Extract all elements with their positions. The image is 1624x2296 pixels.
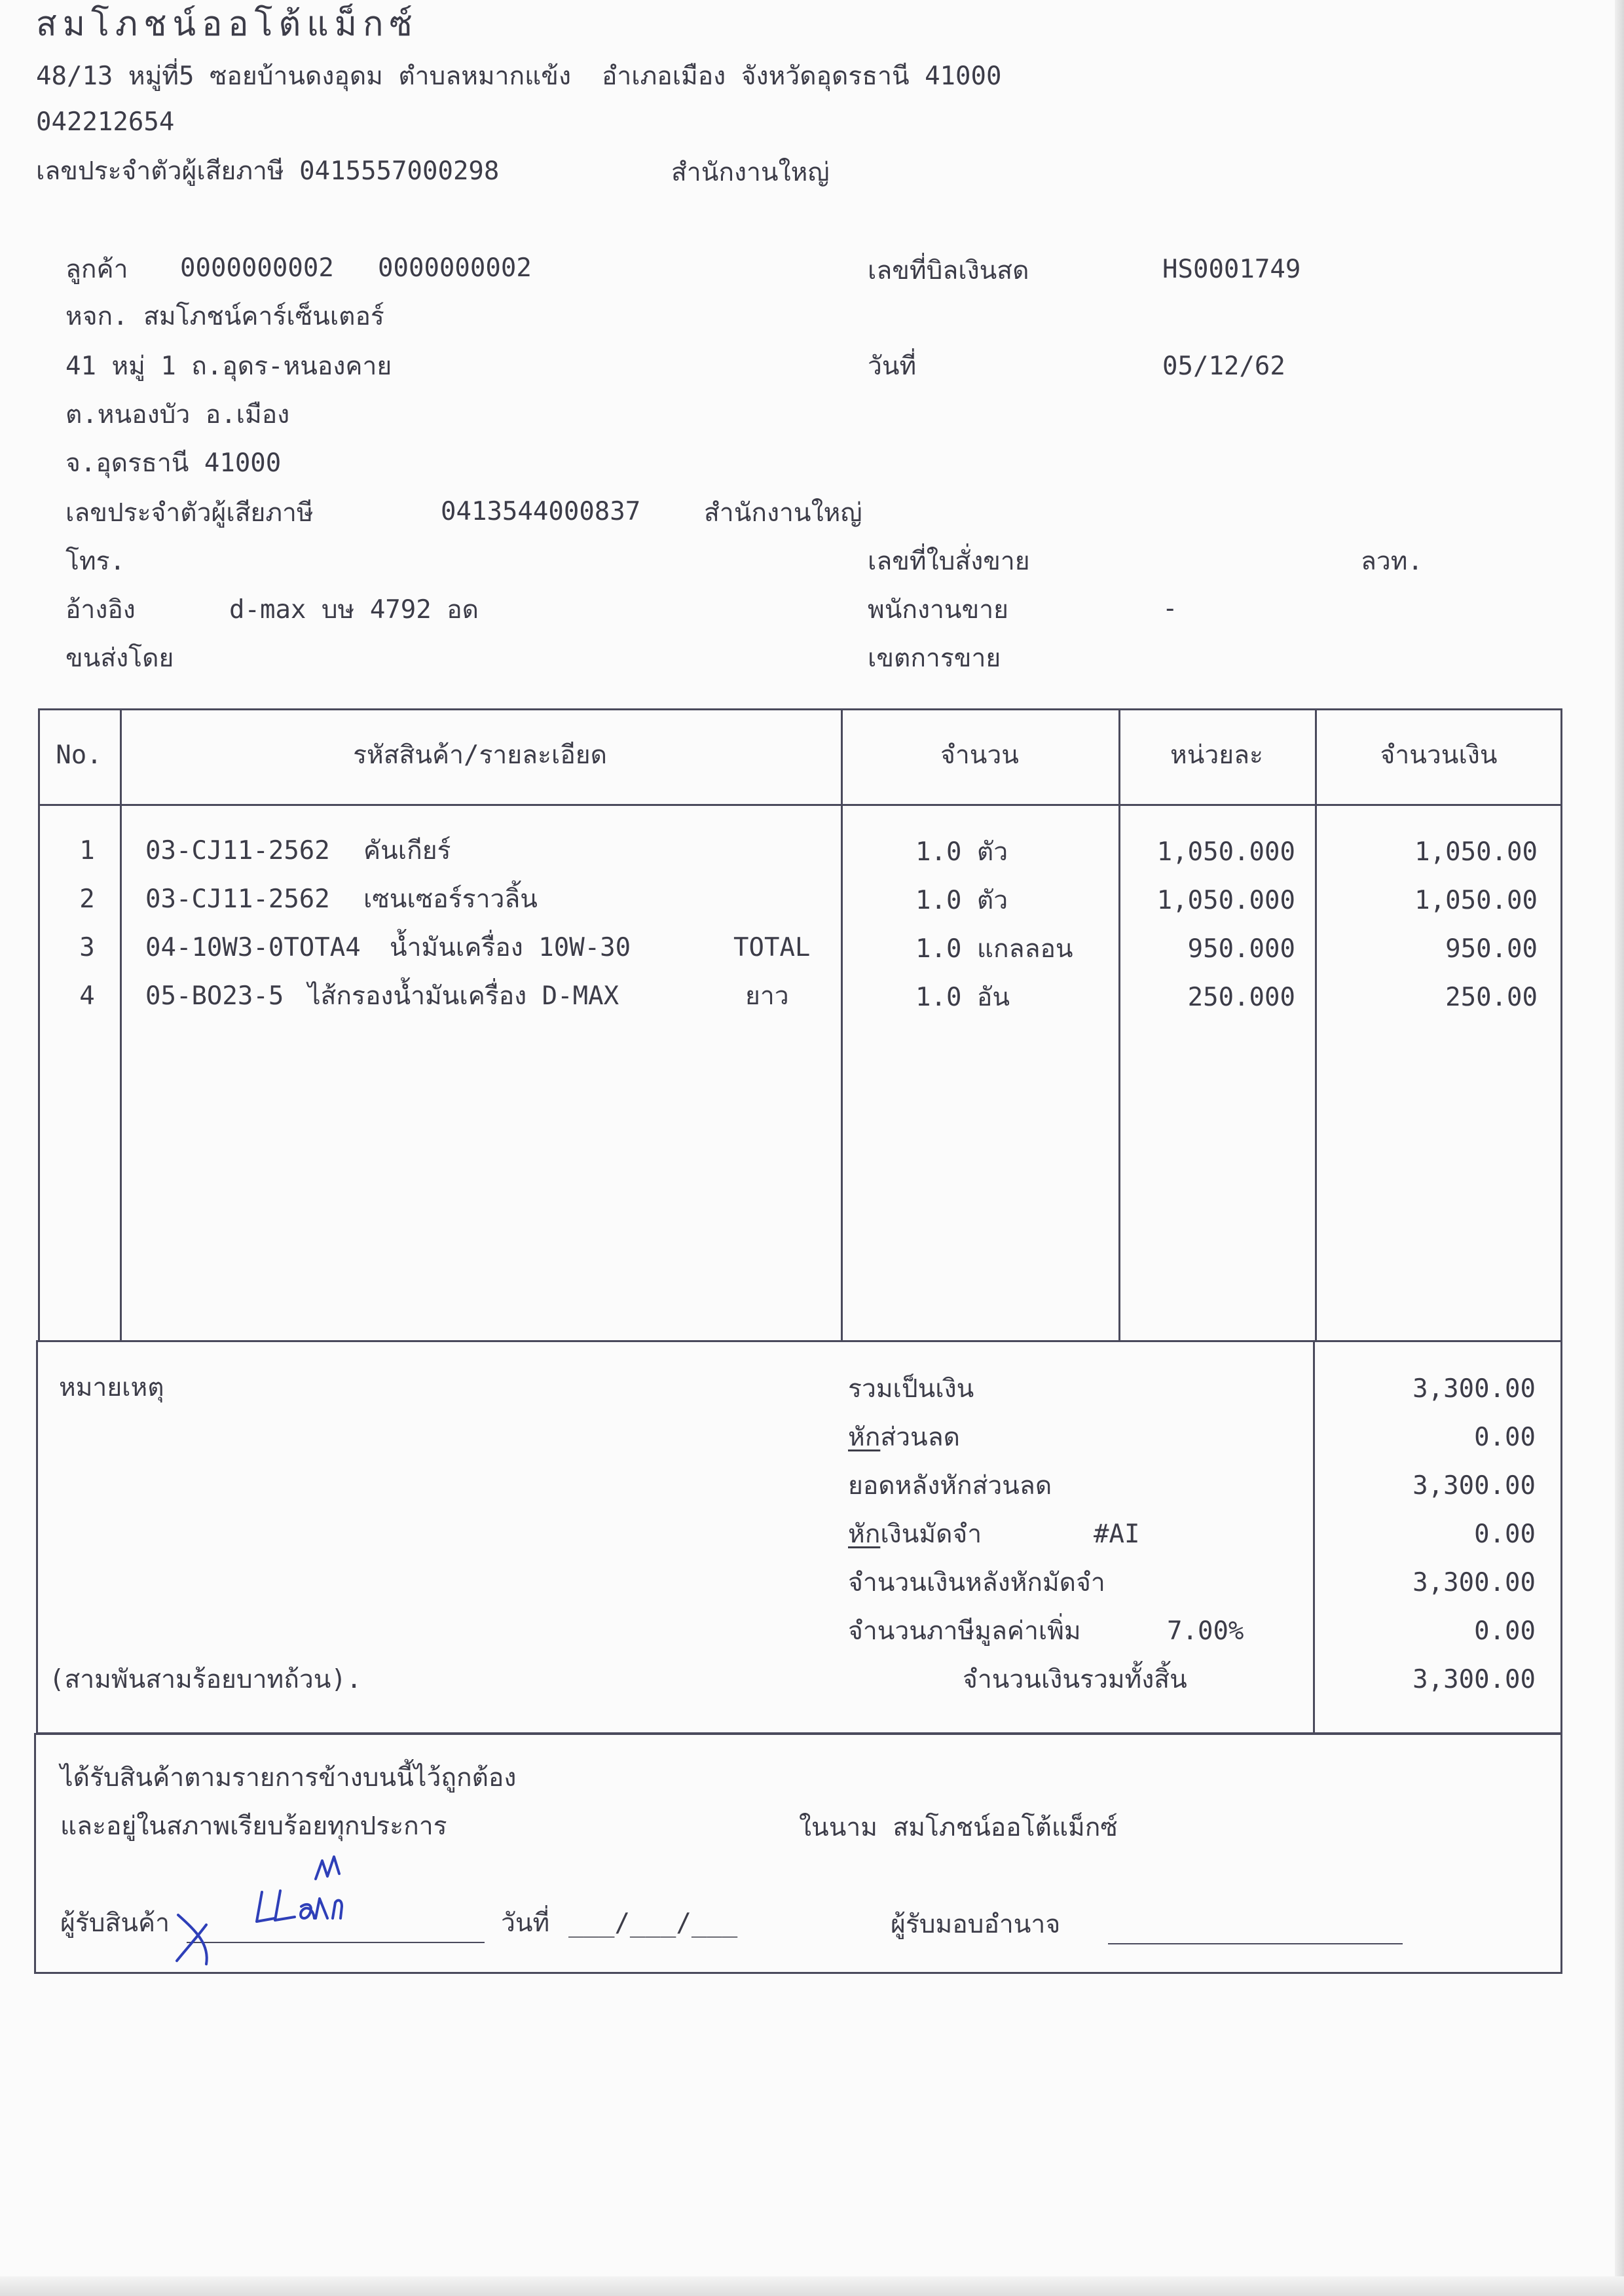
- row-3-description: น้ำมันเครื่อง 10W-30: [390, 933, 631, 962]
- salesperson-value: -: [1162, 594, 1178, 623]
- receive-date-blank: ___/___/___: [568, 1908, 738, 1938]
- grand-total-label: จำนวนเงินรวมทั้งสิ้น: [963, 1665, 1187, 1694]
- col-header-amount: จำนวนเงิน: [1380, 740, 1498, 770]
- deposit-code: #AI: [1094, 1520, 1140, 1549]
- row-4-description: ไส้กรองน้ำมันเครื่อง D-MAX: [308, 981, 619, 1011]
- row-4-amount: 250.00: [1445, 983, 1538, 1012]
- customer-label: ลูกค้า: [65, 255, 128, 284]
- company-name: สมโภชน์ออโต้แม็กซ์: [36, 5, 418, 44]
- discount-label: หักส่วนลด: [848, 1423, 960, 1452]
- after-discount-value: 3,300.00: [1412, 1471, 1536, 1501]
- col-header-unit-price: หน่วยละ: [1170, 740, 1263, 770]
- company-tax-id: เลขประจำตัวผู้เสียภาษี 0415557000298: [36, 156, 500, 186]
- sales-order-extra: ลวท.: [1361, 547, 1423, 576]
- received-statement-2: และอยู่ในสภาพเรียบร้อยทุกประการ: [60, 1812, 447, 1841]
- row-2-description: เซนเซอร์ราวลิ้น: [363, 884, 538, 914]
- row-1-code: 03-CJ11-2562: [145, 836, 330, 866]
- row-1-no: 1: [79, 836, 95, 866]
- customer-code-2: 0000000002: [378, 253, 532, 283]
- customer-name: หจก. สมโภชน์คาร์เซ็นเตอร์: [65, 302, 384, 331]
- scan-edge-shadow: [1615, 0, 1624, 2296]
- salesperson-label: พนักงานขาย: [868, 595, 1008, 625]
- after-deposit-label: จำนวนเงินหลังหักมัดจำ: [848, 1568, 1105, 1597]
- vat-label: จำนวนภาษีมูลค่าเพิ่ม: [848, 1616, 1081, 1646]
- row-1-quantity: 1.0 ตัว: [915, 837, 1008, 867]
- customer-address-2: ต.หนองบัว อ.เมือง: [65, 400, 290, 429]
- bill-number: HS0001749: [1162, 255, 1301, 284]
- grand-total-value: 3,300.00: [1412, 1665, 1536, 1694]
- customer-phone-label: โทร.: [65, 547, 126, 576]
- bill-number-label: เลขที่บิลเงินสด: [868, 256, 1029, 285]
- row-3-no: 3: [79, 933, 95, 962]
- deposit-label: หักเงินมัดจำ: [848, 1520, 982, 1549]
- amount-in-words: (สามพันสามร้อยบาทถ้วน).: [49, 1665, 362, 1694]
- row-3-quantity: 1.0 แกลลอน: [915, 934, 1073, 964]
- col-header-no: No.: [56, 740, 102, 770]
- row-4-code: 05-BO23-5: [145, 981, 284, 1011]
- row-2-amount: 1,050.00: [1414, 886, 1538, 915]
- bill-date-label: วันที่: [868, 352, 917, 381]
- row-1-amount: 1,050.00: [1414, 837, 1538, 867]
- company-branch: สำนักงานใหญ่: [671, 158, 830, 187]
- authorized-signature-line: [1108, 1943, 1403, 1944]
- discount-value: 0.00: [1474, 1423, 1536, 1452]
- row-3-amount: 950.00: [1445, 934, 1538, 964]
- handwritten-signature: [170, 1853, 367, 1971]
- row-4-extra: ยาว: [745, 981, 789, 1011]
- reference-value: d-max บษ 4792 อด: [229, 595, 479, 625]
- customer-address-1: 41 หมู่ 1 ถ.อุดร-หนองคาย: [65, 352, 392, 381]
- customer-branch: สำนักงานใหญ่: [704, 498, 862, 528]
- row-2-code: 03-CJ11-2562: [145, 884, 330, 914]
- col-header-description: รหัสสินค้า/รายละเอียด: [353, 740, 607, 770]
- sales-area-label: เขตการขาย: [868, 644, 1001, 673]
- table-header-divider: [38, 804, 1562, 806]
- on-behalf-of: ในนาม สมโภชน์ออโต้แม็กซ์: [799, 1813, 1118, 1842]
- row-2-quantity: 1.0 ตัว: [915, 886, 1008, 915]
- subtotal-label: รวมเป็นเงิน: [848, 1374, 974, 1404]
- row-4-no: 4: [79, 981, 95, 1011]
- row-4-quantity: 1.0 อัน: [915, 983, 1010, 1012]
- remark-label: หมายเหตุ: [59, 1373, 164, 1402]
- received-statement-1: ได้รับสินค้าตามรายการข้างบนนี้ไว้ถูกต้อง: [60, 1763, 517, 1793]
- after-deposit-value: 3,300.00: [1412, 1568, 1536, 1597]
- customer-tax-id: 0413544000837: [441, 497, 641, 526]
- shipping-label: ขนส่งโดย: [65, 644, 174, 673]
- row-2-unit-price: 1,050.000: [1156, 886, 1295, 915]
- row-2-no: 2: [79, 884, 95, 914]
- row-1-unit-price: 1,050.000: [1156, 837, 1295, 867]
- bill-date: 05/12/62: [1162, 352, 1285, 381]
- customer-address-3: จ.อุดรธานี 41000: [65, 448, 282, 478]
- row-3-unit-price: 950.000: [1187, 934, 1295, 964]
- vat-rate: 7.00%: [1167, 1616, 1244, 1646]
- reference-label: อ้างอิง: [65, 595, 136, 625]
- row-1-description: คันเกียร์: [363, 836, 451, 866]
- row-4-unit-price: 250.000: [1187, 983, 1295, 1012]
- customer-tax-label: เลขประจำตัวผู้เสียภาษี: [65, 498, 314, 528]
- authorized-person-label: ผู้รับมอบอำนาจ: [891, 1910, 1061, 1939]
- receiver-label: ผู้รับสินค้า: [60, 1908, 170, 1938]
- subtotal-value: 3,300.00: [1412, 1374, 1536, 1404]
- col-header-quantity: จำนวน: [940, 740, 1019, 770]
- vat-value: 0.00: [1474, 1616, 1536, 1646]
- deposit-value: 0.00: [1474, 1520, 1536, 1549]
- customer-code: 0000000002: [180, 253, 334, 283]
- sales-order-label: เลขที่ใบสั่งขาย: [868, 547, 1030, 576]
- after-discount-label: ยอดหลังหักส่วนลด: [848, 1471, 1052, 1501]
- row-3-code: 04-10W3-0TOTA4: [145, 933, 361, 962]
- row-3-extra: TOTAL: [733, 933, 811, 962]
- scan-bottom-shadow: [0, 2276, 1624, 2296]
- company-phone: 042212654: [36, 107, 175, 137]
- receive-date-label: วันที่: [501, 1908, 550, 1938]
- company-address: 48/13 หมู่ที่5 ซอยบ้านดงอุดม ตำบลหมากแข้ง อำเภอเมือง จังหวัดอุดรธานี 41000: [36, 62, 1002, 91]
